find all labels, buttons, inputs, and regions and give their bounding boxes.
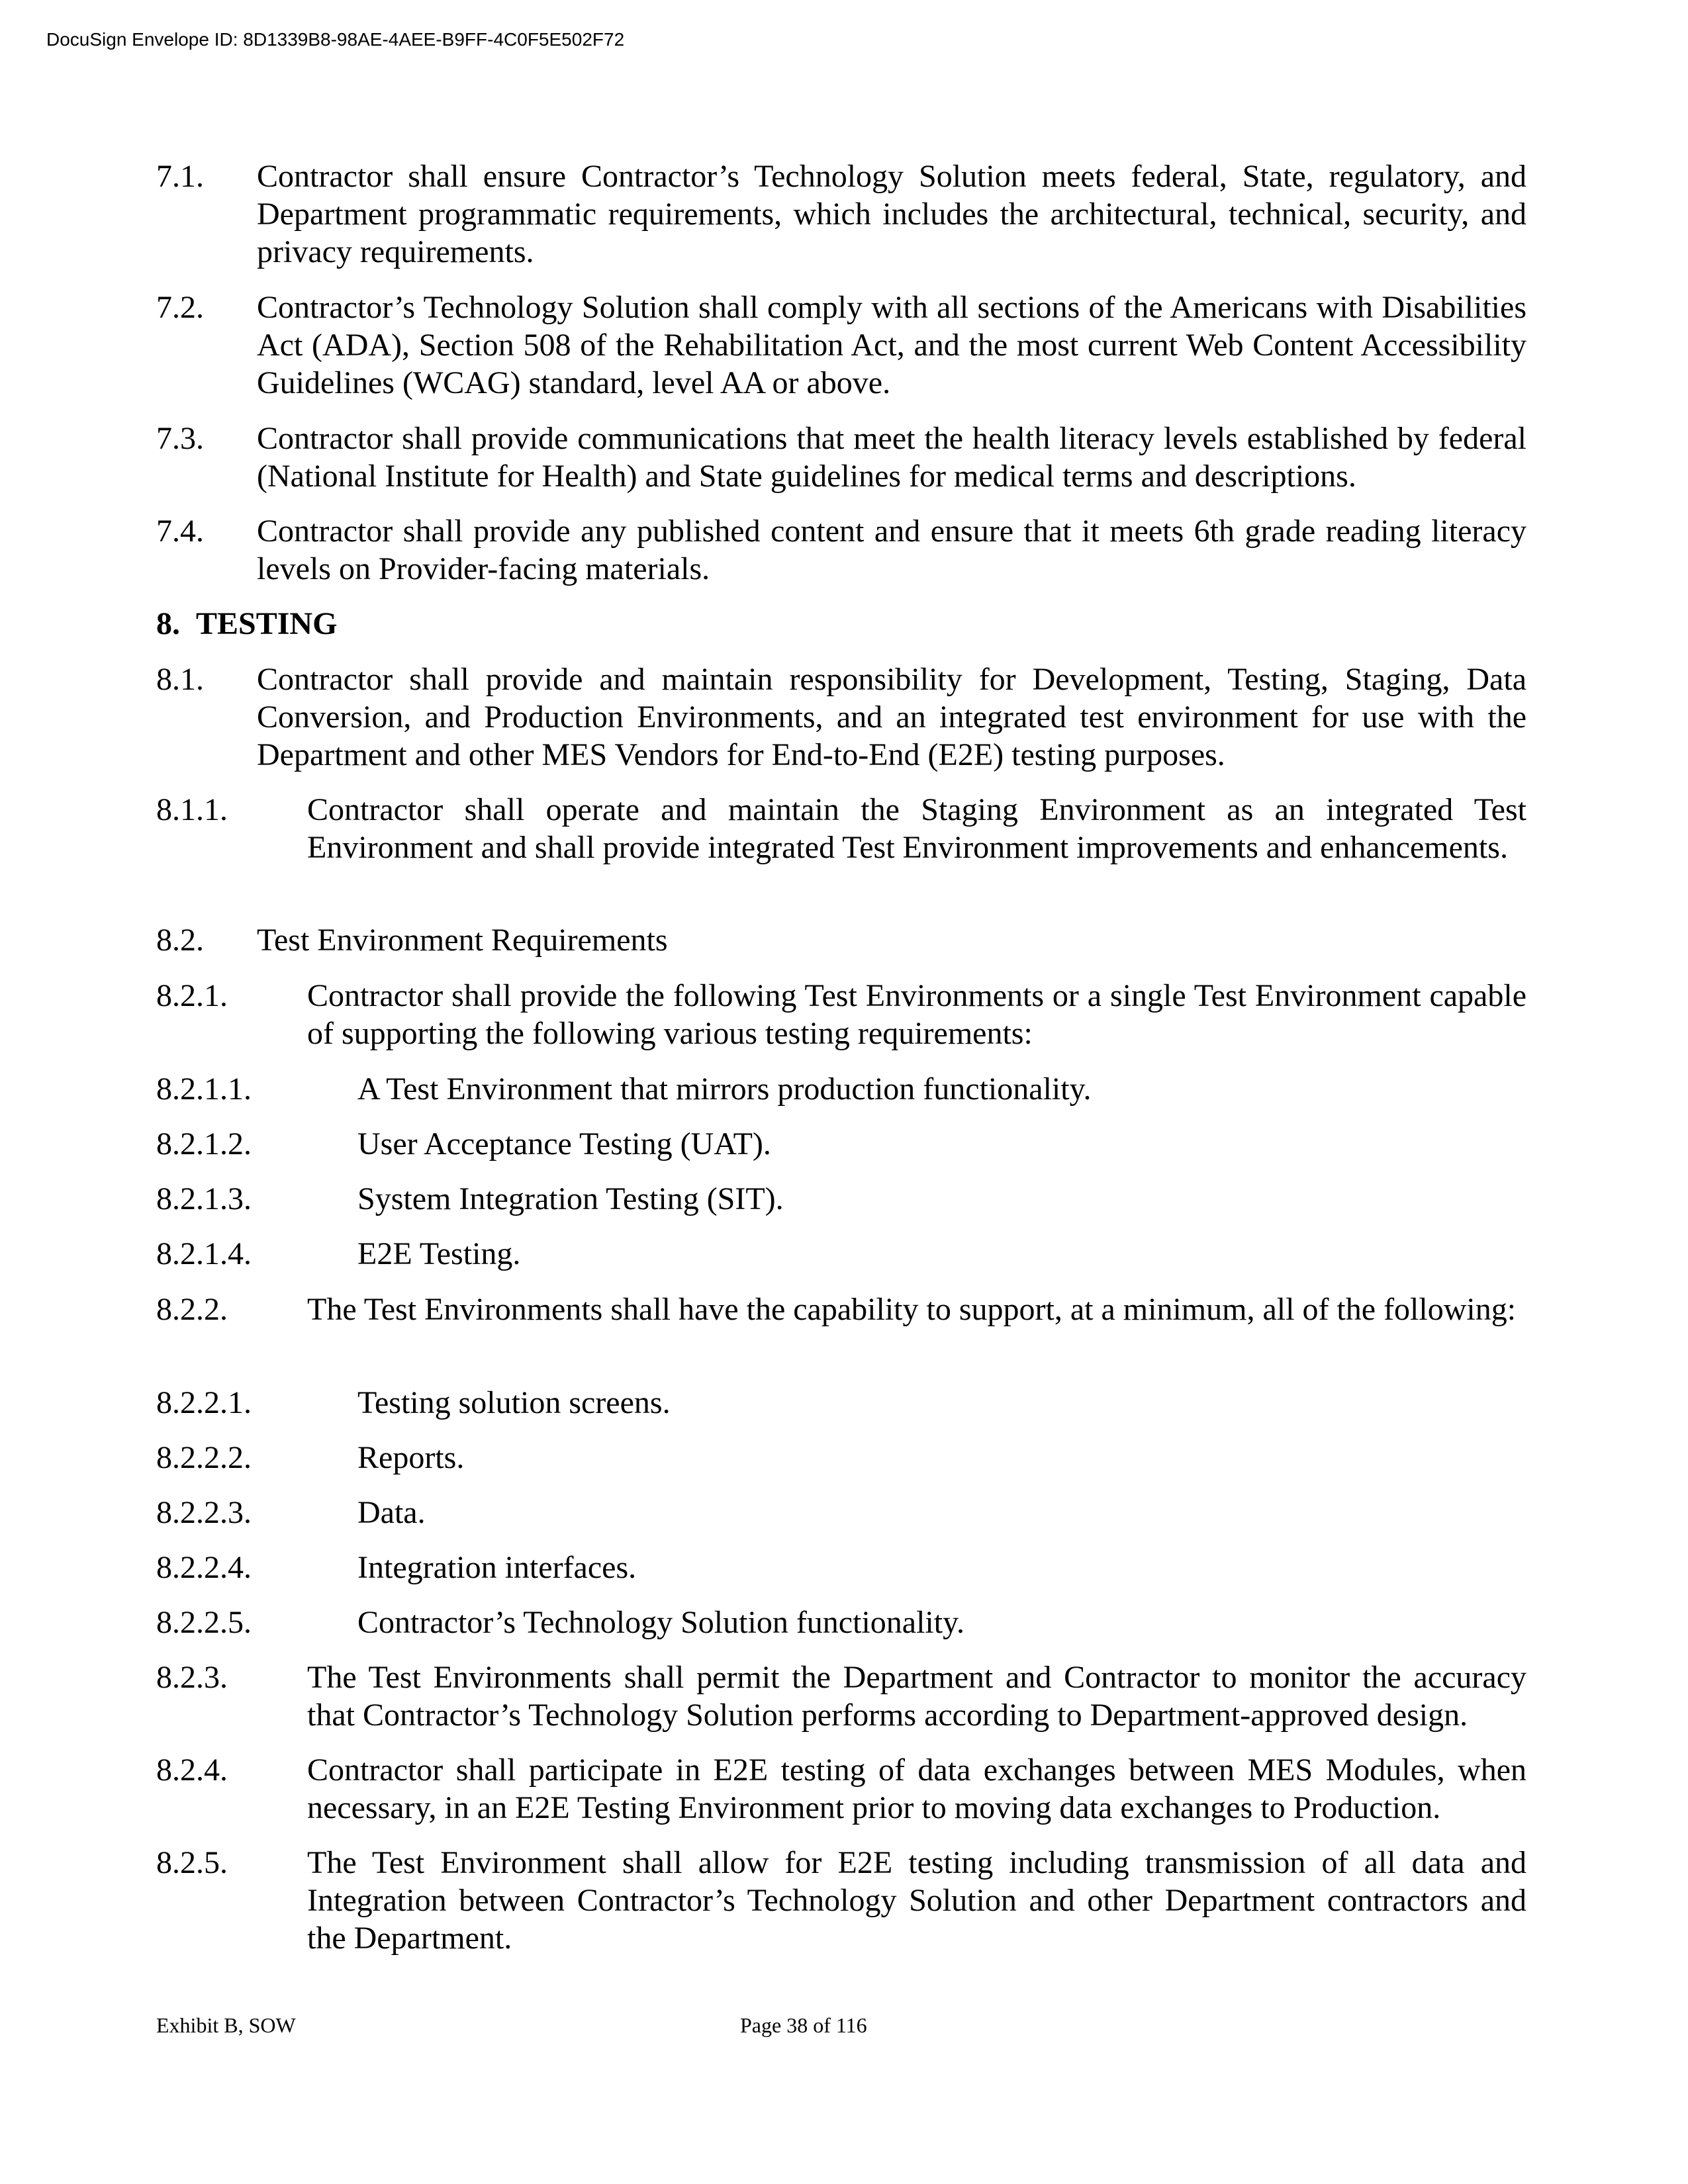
clause-text: A Test Environment that mirrors production functionality. [357, 1071, 1092, 1107]
docusign-envelope-id: DocuSign Envelope ID: 8D1339B8-98AE-4AEE-B9FF-4C0F5E502F72 [46, 29, 625, 50]
clause-text: User Acceptance Testing (UAT). [357, 1126, 771, 1161]
section-heading-testing [156, 605, 337, 643]
footer-page-number: Page 38 of 116 [740, 2013, 867, 2037]
clause-text: The Test Environment shall allow for E2E testing including transmission of all data and Integration between Contractor’s Technology Solution and other Department contractors and the Department. [307, 1845, 1526, 1956]
clause-8-1 [156, 660, 1526, 774]
clause-text: Contractor shall provide the following Test Environments or a single Test Environment capable of supporting the following various testing requirements: [307, 978, 1526, 1051]
clause-8-2-2-5 [156, 1604, 1526, 1641]
clause-8-2-2-3 [156, 1494, 1526, 1531]
clause-number: 8.2.2.2. [156, 1440, 252, 1475]
clause-text: System Integration Testing (SIT). [357, 1181, 784, 1216]
clause-7-2 [156, 289, 1526, 402]
clause-number: 8.2.2.5. [156, 1605, 252, 1640]
section-title: TESTING [196, 606, 338, 641]
clause-8-2-2-4 [156, 1549, 1526, 1586]
clause-text: The Test Environments shall have the capability to support, at a minimum, all of the following: [307, 1292, 1517, 1327]
clause-number: 8.2.4. [156, 1752, 228, 1788]
clause-8-2-5 [156, 1844, 1526, 1957]
clause-number: 8.1.1. [156, 792, 228, 827]
clause-text: Contractor’s Technology Solution functionality. [357, 1605, 964, 1640]
clause-text: Contractor shall operate and maintain the Staging Environment as an integrated Test Environment and shall provide integrated Test Environment improvements and enhancements. [307, 792, 1526, 865]
clause-number: 8.2.1.2. [156, 1126, 252, 1161]
clause-number: 8.2.1.1. [156, 1071, 252, 1107]
clause-text: Test Environment Requirements [257, 923, 668, 958]
footer-exhibit-label: Exhibit B, SOW [156, 2013, 296, 2037]
clause-number: 8.2.1.4. [156, 1236, 252, 1271]
clause-text: The Test Environments shall permit the Department and Contractor to monitor the accuracy that Contractor’s Technology Solution performs according to Department-approved design. [307, 1660, 1526, 1733]
clause-number: 8.2.1.3. [156, 1181, 252, 1216]
clause-8-2-2-1 [156, 1384, 1526, 1422]
clause-text: Contractor shall ensure Contractor’s Technology Solution meets federal, State, regulatory, and Department programmatic requirements, which includes the architectural, technical, security, and privacy requirements. [257, 159, 1526, 269]
clause-number: 8.2. [156, 923, 204, 958]
clause-number: 8.1. [156, 662, 204, 697]
clause-8-2-1-2 [156, 1125, 1526, 1163]
clause-8-2-1-1 [156, 1070, 1526, 1108]
clause-number: 8.2.2. [156, 1292, 228, 1327]
clause-text: Integration interfaces. [357, 1550, 637, 1585]
clause-text: Data. [357, 1495, 426, 1530]
clause-8-2-1-3 [156, 1180, 1526, 1218]
section-number: 8. [156, 606, 180, 641]
clause-number: 7.4. [156, 514, 204, 549]
clause-text: E2E Testing. [357, 1236, 521, 1271]
clause-text: Contractor shall participate in E2E testing of data exchanges between MES Modules, when necessary, in an E2E Testing Environment prior to moving data exchanges to Production. [307, 1752, 1526, 1825]
clause-number: 7.2. [156, 290, 204, 325]
clause-text: Contractor’s Technology Solution shall comply with all sections of the Americans with Disabilities Act (ADA), Section 508 of the Rehabilitation Act, and the most current Web Content Accessibility Guidelines (WCAG) standard, level AA or above. [257, 290, 1526, 400]
clause-8-2-2-2 [156, 1439, 1526, 1477]
clause-text: Reports. [357, 1440, 465, 1475]
clause-number: 8.2.2.3. [156, 1495, 252, 1530]
clause-8-2-1-4 [156, 1235, 1526, 1273]
clause-8-2-4 [156, 1751, 1526, 1827]
clause-number: 8.2.1. [156, 978, 228, 1013]
clause-7-3 [156, 420, 1526, 495]
clause-8-2 [156, 921, 1526, 959]
clause-text: Contractor shall provide communications that meet the health literacy levels established by federal (National Institute for Health) and State guidelines for medical terms and descriptions. [257, 421, 1526, 494]
clause-7-1 [156, 158, 1526, 271]
clause-8-2-1 [156, 977, 1526, 1052]
clause-8-2-2 [156, 1291, 1526, 1328]
clause-text: Contractor shall provide and maintain responsibility for Development, Testing, Staging, Data Conversion, and Production Environments, and an integrated test environment for use with the Department and other MES Vendors for End-to-End (E2E) testing purposes. [257, 662, 1526, 772]
clause-number: 8.2.2.4. [156, 1550, 252, 1585]
clause-8-2-3 [156, 1659, 1526, 1734]
clause-number: 8.2.5. [156, 1845, 228, 1880]
clause-number: 7.3. [156, 421, 204, 456]
clause-number: 7.1. [156, 159, 204, 194]
clause-text: Testing solution screens. [357, 1385, 671, 1420]
clause-8-1-1 [156, 791, 1526, 866]
clause-number: 8.2.3. [156, 1660, 228, 1695]
clause-7-4 [156, 512, 1526, 588]
clause-text: Contractor shall provide any published content and ensure that it meets 6th grade reading literacy levels on Provider-facing materials. [257, 514, 1526, 586]
clause-number: 8.2.2.1. [156, 1385, 252, 1420]
